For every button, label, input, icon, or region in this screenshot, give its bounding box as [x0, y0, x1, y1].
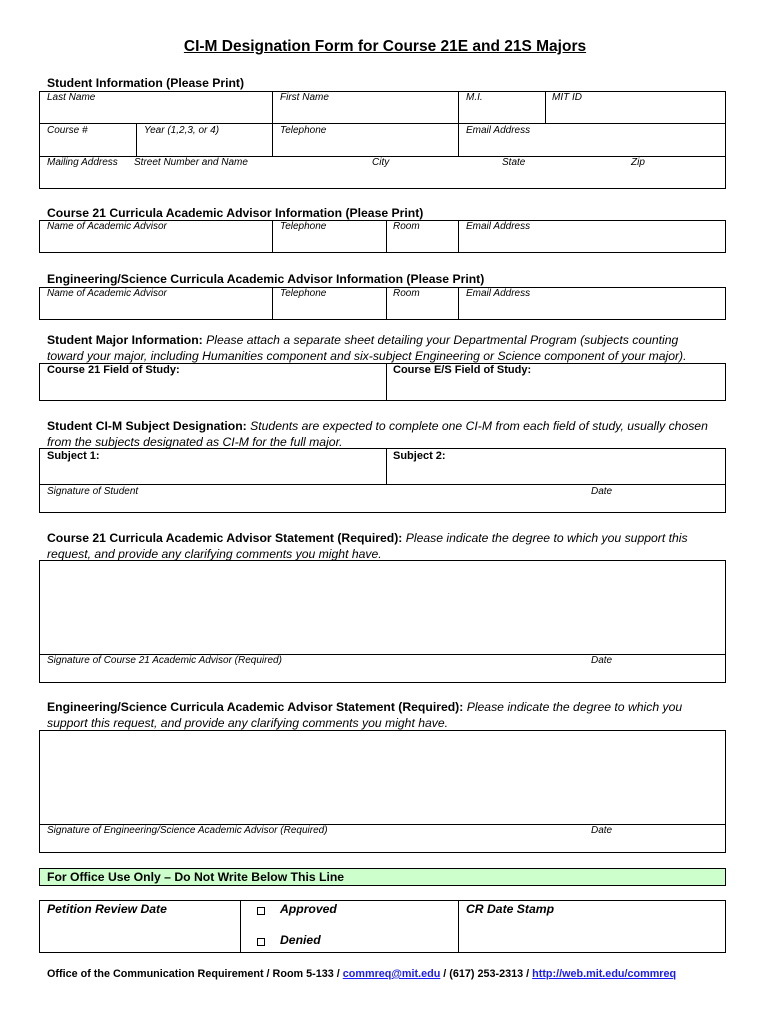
c21-statement-comments[interactable] — [40, 561, 725, 653]
denied-label: Denied — [280, 933, 321, 947]
student-info-heading: Student Information (Please Print) — [47, 76, 245, 90]
first-name-field[interactable]: First Name — [280, 92, 329, 103]
year-field[interactable]: Year (1,2,3, or 4) — [144, 125, 220, 136]
c21-advisor-email-field[interactable]: Email Address — [466, 221, 531, 232]
cr-date-stamp: CR Date Stamp — [466, 902, 555, 916]
es-statement-comments[interactable] — [40, 731, 725, 823]
cim-designation-box — [39, 448, 726, 513]
es-advisor-signature-field[interactable]: Signature of Engineering/Science Academic Advisor (Required) — [47, 825, 328, 836]
last-name-field[interactable]: Last Name — [47, 92, 96, 103]
course-number-field[interactable]: Course # — [47, 125, 88, 136]
es-advisor-telephone-field[interactable]: Telephone — [280, 288, 327, 299]
es-advisor-date-field[interactable]: Date — [591, 825, 613, 836]
es-advisor-name-field[interactable]: Name of Academic Advisor — [47, 288, 167, 299]
c21-statement-heading: Course 21 Curricula Academic Advisor Statement (Required): Please indicate the degree to which you support this request, and provide any clarifying comments you might have. — [47, 531, 688, 561]
es-advisor-heading: Engineering/Science Curricula Academic Advisor Information (Please Print) — [47, 272, 485, 286]
denied-checkbox[interactable] — [257, 938, 265, 946]
email-field[interactable]: Email Address — [466, 125, 531, 136]
city-label: City — [372, 157, 390, 168]
mi-field[interactable]: M.I. — [466, 92, 483, 103]
c21-field-of-study[interactable]: Course 21 Field of Study: — [47, 364, 180, 376]
c21-advisor-name-field[interactable]: Name of Academic Advisor — [47, 221, 167, 232]
zip-label: Zip — [631, 157, 645, 168]
approved-checkbox[interactable] — [257, 907, 265, 915]
es-field-of-study[interactable]: Course E/S Field of Study: — [393, 364, 532, 376]
approved-label: Approved — [280, 902, 337, 916]
state-label: State — [502, 157, 526, 168]
c21-advisor-date-field[interactable]: Date — [591, 655, 613, 666]
major-info-heading: Student Major Information: Please attach a separate sheet detailing your Departmental Program (subjects counting toward your major, including Humanities component and six-subject Engineering or Science component of your major). — [47, 333, 687, 363]
es-statement-heading: Engineering/Science Curricula Academic Advisor Statement (Required): Please indicate the degree to which you support this request, and provide any clarifying comments you might have. — [47, 700, 683, 730]
office-use-banner: For Office Use Only – Do Not Write Below This Line — [39, 868, 726, 886]
footer: Office of the Communication Requirement / Room 5-133 / commreq@mit.edu / (617) 253-2313 / http://web.mit.edu/commreq — [47, 968, 677, 980]
c21-advisor-telephone-field[interactable]: Telephone — [280, 221, 327, 232]
student-date-field[interactable]: Date — [591, 486, 613, 497]
petition-review-date: Petition Review Date — [47, 902, 167, 916]
mit-id-field[interactable]: MIT ID — [552, 92, 582, 103]
page-title: CI-M Designation Form for Course 21E and 21S Majors — [183, 38, 587, 55]
mailing-address-field[interactable]: Mailing Address — [47, 157, 118, 168]
es-advisor-email-field[interactable]: Email Address — [466, 288, 531, 299]
student-signature-field[interactable]: Signature of Student — [47, 486, 139, 497]
student-info-box — [39, 91, 726, 189]
c21-advisor-signature-field[interactable]: Signature of Course 21 Academic Advisor (Required) — [47, 655, 282, 666]
street-label: Street Number and Name — [134, 157, 248, 168]
email-link[interactable]: commreq@mit.edu — [342, 968, 441, 980]
website-link[interactable]: http://web.mit.edu/commreq — [532, 968, 677, 980]
c21-advisor-heading: Course 21 Curricula Academic Advisor Information (Please Print) — [47, 206, 424, 220]
c21-advisor-room-field[interactable]: Room — [393, 221, 420, 232]
subject-1-field[interactable]: Subject 1: — [47, 450, 100, 462]
telephone-field[interactable]: Telephone — [280, 125, 327, 136]
subject-2-field[interactable]: Subject 2: — [393, 450, 446, 462]
es-advisor-room-field[interactable]: Room — [393, 288, 420, 299]
cim-designation-heading: Student CI-M Subject Designation: Students are expected to complete one CI-M from each field of study, usually chosen from the subjects designated as CI-M for the full major. — [47, 419, 708, 449]
